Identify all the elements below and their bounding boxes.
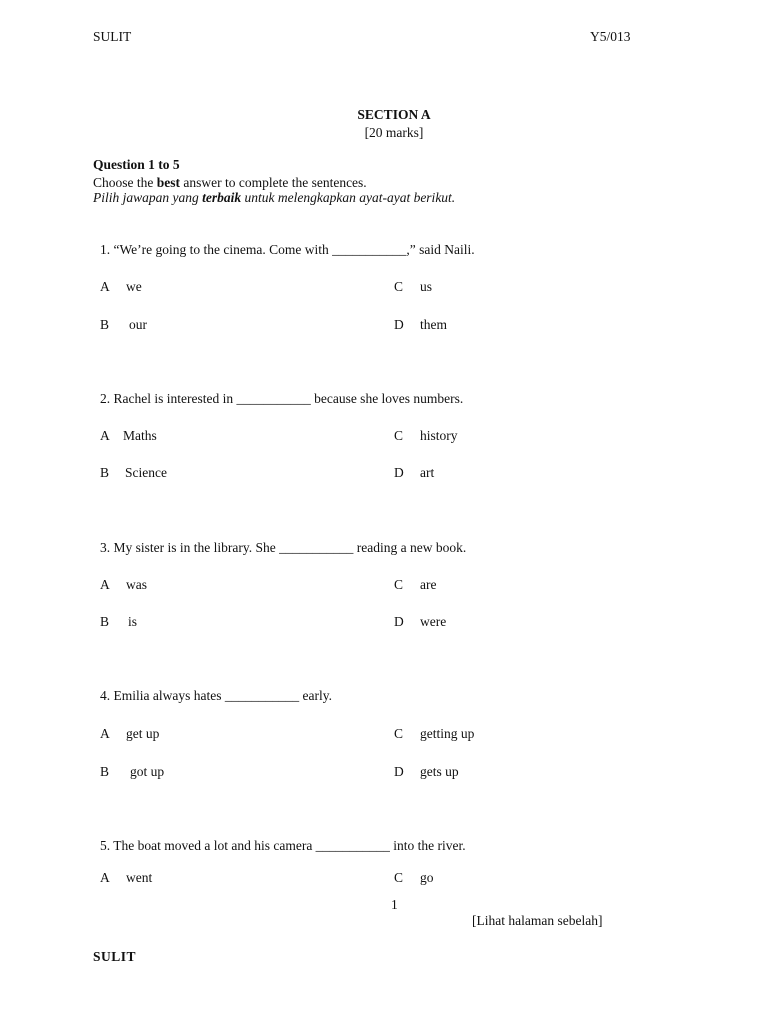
instructions-malay-bold: terbaik bbox=[202, 190, 242, 205]
option-text: was bbox=[126, 577, 147, 592]
option-text: getting up bbox=[420, 726, 475, 741]
option-letter: C bbox=[394, 726, 404, 741]
option-letter: B bbox=[100, 764, 110, 779]
option-letter: A bbox=[100, 279, 110, 294]
option-letter: B bbox=[100, 317, 110, 332]
option-text: art bbox=[420, 465, 435, 480]
question-4-text: 4. Emilia always hates ___________ early. bbox=[100, 688, 332, 703]
option-text: got up bbox=[130, 764, 165, 779]
option-letter: B bbox=[100, 465, 110, 480]
option-text: were bbox=[420, 614, 447, 629]
question-1-option-d[interactable] bbox=[394, 317, 447, 333]
question-4-option-b[interactable] bbox=[100, 764, 164, 780]
section-title: SECTION A bbox=[357, 107, 431, 122]
next-page-note: [Lihat halaman sebelah] bbox=[472, 913, 603, 928]
header-right: Y5/013 bbox=[590, 29, 631, 44]
option-letter: D bbox=[394, 317, 404, 332]
question-2-text: 2. Rachel is interested in ___________ because she loves numbers. bbox=[100, 391, 464, 406]
question-2-option-a[interactable] bbox=[100, 428, 157, 444]
option-text: went bbox=[126, 870, 153, 885]
option-text: are bbox=[420, 577, 437, 592]
option-letter: C bbox=[394, 279, 404, 294]
question-3-option-a[interactable] bbox=[100, 577, 147, 593]
option-text: them bbox=[420, 317, 447, 332]
option-text: we bbox=[126, 279, 142, 294]
instructions-english-bold: best bbox=[156, 175, 180, 190]
question-3-text: 3. My sister is in the library. She ___________ reading a new book. bbox=[100, 540, 467, 555]
question-3-option-c[interactable] bbox=[394, 577, 436, 593]
instructions-malay bbox=[93, 190, 455, 206]
option-text: us bbox=[420, 279, 433, 294]
instructions-english bbox=[93, 175, 367, 191]
option-letter: A bbox=[100, 428, 110, 443]
question-4-option-c[interactable] bbox=[394, 726, 474, 742]
question-2-option-c[interactable] bbox=[394, 428, 458, 444]
instructions-english-post: answer to complete the sentences. bbox=[180, 175, 367, 190]
option-letter: D bbox=[394, 764, 404, 779]
option-letter: D bbox=[394, 614, 404, 629]
instructions-malay-pre: Pilih jawapan yang bbox=[93, 190, 203, 205]
option-text: our bbox=[129, 317, 147, 332]
question-2-option-b[interactable] bbox=[100, 465, 167, 481]
option-letter: C bbox=[394, 428, 404, 443]
question-1-option-b[interactable] bbox=[100, 317, 147, 333]
instructions-english-pre: Choose the bbox=[93, 175, 157, 190]
option-letter: A bbox=[100, 726, 110, 741]
question-1-text: 1. “We’re going to the cinema. Come with ___________,” said Naili. bbox=[100, 242, 475, 257]
question-3-option-d[interactable] bbox=[394, 614, 446, 630]
option-text: Science bbox=[125, 465, 167, 480]
question-3-option-b[interactable] bbox=[100, 614, 137, 630]
option-text: go bbox=[420, 870, 434, 885]
question-1-option-c[interactable] bbox=[394, 279, 432, 295]
question-5-text: 5. The boat moved a lot and his camera ___________ into the river. bbox=[100, 838, 466, 853]
option-text: get up bbox=[126, 726, 160, 741]
question-5-option-a[interactable] bbox=[100, 870, 152, 886]
question-2-option-d[interactable] bbox=[394, 465, 434, 481]
option-text: history bbox=[420, 428, 458, 443]
question-1-option-a[interactable] bbox=[100, 279, 142, 295]
section-marks: [20 marks] bbox=[364, 125, 424, 140]
option-text: gets up bbox=[420, 764, 459, 779]
option-letter: D bbox=[394, 465, 404, 480]
option-letter: A bbox=[100, 577, 110, 592]
option-letter: B bbox=[100, 614, 110, 629]
footer-sulit: SULIT bbox=[93, 949, 137, 964]
option-letter: C bbox=[394, 870, 404, 885]
question-5-option-c[interactable] bbox=[394, 870, 434, 886]
question-4-option-d[interactable] bbox=[394, 764, 459, 780]
instructions-heading: Question 1 to 5 bbox=[93, 157, 180, 172]
question-4-option-a[interactable] bbox=[100, 726, 159, 742]
page-number: 1 bbox=[391, 897, 398, 912]
header-left: SULIT bbox=[93, 29, 132, 44]
option-text: Maths bbox=[123, 428, 157, 443]
option-text: is bbox=[128, 614, 138, 629]
instructions-malay-post: untuk melengkapkan ayat-ayat berikut. bbox=[241, 190, 456, 205]
option-letter: C bbox=[394, 577, 404, 592]
option-letter: A bbox=[100, 870, 110, 885]
